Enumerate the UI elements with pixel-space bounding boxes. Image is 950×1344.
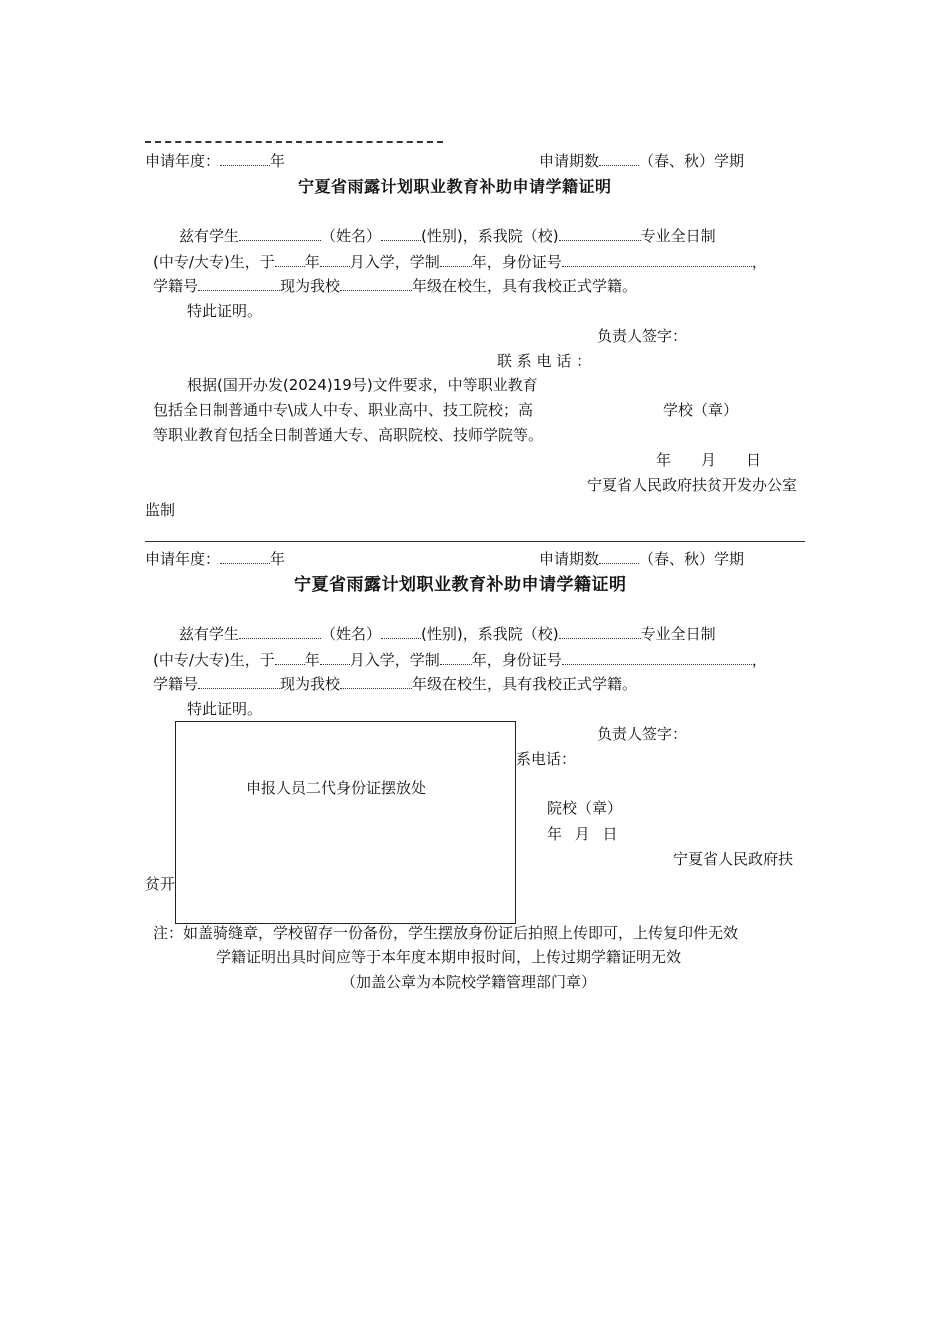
- text-id: 年，身份证号: [471, 651, 562, 669]
- top-note2: 包括全日制普通中专\成人中专、职业高中、技工院校；高: [153, 401, 534, 419]
- text-gender: (性别)，系我院（校): [421, 625, 559, 643]
- text-name: （姓名）: [321, 625, 382, 643]
- text-roll: 学籍号: [153, 675, 199, 693]
- major-field[interactable]: [559, 226, 641, 241]
- name-field[interactable]: [239, 624, 321, 639]
- period-suffix: （春、秋）学期: [639, 550, 745, 568]
- entry-year-field[interactable]: [275, 650, 305, 665]
- text-year: 年: [304, 651, 320, 669]
- roll-number-field[interactable]: [198, 276, 280, 291]
- entry-year-field[interactable]: [275, 252, 305, 267]
- cut-line-top: [145, 141, 443, 143]
- top-note3: 等职业教育包括全日制普通大专、高职院校、技师学院等。: [153, 426, 544, 444]
- gender-field[interactable]: [381, 226, 421, 241]
- period-suffix: （春、秋）学期: [639, 152, 745, 170]
- grade-field[interactable]: [340, 674, 412, 689]
- id-card-box-label: 申报人员二代身份证摆放处: [246, 779, 427, 797]
- id-card-placement-box[interactable]: [175, 721, 516, 924]
- text-gender: (性别)，系我院（校): [421, 227, 559, 245]
- bottom-para-line3: [153, 674, 637, 694]
- top-supervise: 监制: [145, 501, 176, 519]
- top-period-row: [539, 151, 744, 171]
- text-current: 现为我校: [280, 675, 341, 693]
- entry-month-field[interactable]: [320, 252, 350, 267]
- top-phone: 联 系 电 话 ：: [497, 352, 592, 370]
- text-comma: ，: [751, 253, 767, 271]
- top-date: 年 月 日: [656, 451, 762, 469]
- text-year: 年: [304, 253, 320, 271]
- gender-field[interactable]: [381, 624, 421, 639]
- text-enrolled: 年级在校生，具有我校正式学籍。: [412, 675, 638, 693]
- top-signer: 负责人签字：: [597, 327, 688, 345]
- text-roll: 学籍号: [153, 277, 199, 295]
- bottom-period-row: [539, 549, 744, 569]
- top-office: 宁夏省人民政府扶贫开发办公室: [587, 476, 798, 494]
- year-label: 申请年度：: [145, 550, 221, 568]
- text-month: 月入学，学制: [349, 651, 440, 669]
- duration-field[interactable]: [440, 650, 472, 665]
- id-number-field[interactable]: [562, 650, 752, 665]
- bottom-certify: 特此证明。: [187, 700, 263, 718]
- text-name: （姓名）: [321, 227, 382, 245]
- top-seal: 学校（章）: [663, 401, 739, 419]
- top-para-line1: [179, 226, 716, 246]
- roll-number-field[interactable]: [198, 674, 280, 689]
- bottom-para-line2: [153, 650, 767, 670]
- top-certify: 特此证明。: [187, 302, 263, 320]
- bottom-phone: 系电话：: [516, 750, 577, 768]
- id-number-field[interactable]: [562, 252, 752, 267]
- top-title: 宁夏省雨露计划职业教育补助申请学籍证明: [298, 177, 612, 196]
- period-label: 申请期数: [539, 550, 600, 568]
- text-current: 现为我校: [280, 277, 341, 295]
- text-enrolled: 年级在校生，具有我校正式学籍。: [412, 277, 638, 295]
- text-student: 兹有学生: [179, 625, 240, 643]
- bottom-seal: 院校（章）: [547, 799, 623, 817]
- entry-month-field[interactable]: [320, 650, 350, 665]
- text-level: (中专/大专)生，于: [153, 651, 275, 669]
- bottom-date: 年 月 日: [547, 825, 618, 843]
- year-label: 申请年度：: [145, 152, 221, 170]
- duration-field[interactable]: [440, 252, 472, 267]
- name-field[interactable]: [239, 226, 321, 241]
- bottom-office-cont: 贫开: [145, 875, 176, 893]
- text-month: 月入学，学制: [349, 253, 440, 271]
- bottom-signer: 负责人签字：: [597, 725, 688, 743]
- text-major: 专业全日制: [640, 227, 716, 245]
- year-suffix: 年: [270, 550, 286, 568]
- period-field[interactable]: [599, 549, 639, 564]
- note-line-3: （加盖公章为本院校学籍管理部门章）: [341, 973, 597, 991]
- major-field[interactable]: [559, 624, 641, 639]
- bottom-year-row: [145, 549, 285, 569]
- text-level: (中专/大专)生，于: [153, 253, 275, 271]
- note-line-1: 注：如盖骑缝章，学校留存一份备份，学生摆放身份证后拍照上传即可，上传复印件无效: [153, 924, 739, 942]
- top-para-line3: [153, 276, 637, 296]
- period-field[interactable]: [599, 151, 639, 166]
- top-year-row: [145, 151, 285, 171]
- text-major: 专业全日制: [640, 625, 716, 643]
- year-suffix: 年: [270, 152, 286, 170]
- bottom-title: 宁夏省雨露计划职业教育补助申请学籍证明: [294, 575, 627, 595]
- text-id: 年，身份证号: [471, 253, 562, 271]
- note-line-2: 学籍证明出具时间应等于本年度本期申报时间，上传过期学籍证明无效: [216, 948, 682, 966]
- text-student: 兹有学生: [179, 227, 240, 245]
- separator-line: [145, 541, 805, 542]
- period-label: 申请期数: [539, 152, 600, 170]
- bottom-office: 宁夏省人民政府扶: [673, 850, 794, 868]
- year-field[interactable]: [220, 549, 270, 564]
- text-comma: ，: [751, 651, 767, 669]
- bottom-para-line1: [179, 624, 716, 644]
- grade-field[interactable]: [340, 276, 412, 291]
- top-para-line2: [153, 252, 767, 272]
- top-note1: 根据(国开办发(2024)19号)文件要求，中等职业教育: [187, 376, 538, 394]
- year-field[interactable]: [220, 151, 270, 166]
